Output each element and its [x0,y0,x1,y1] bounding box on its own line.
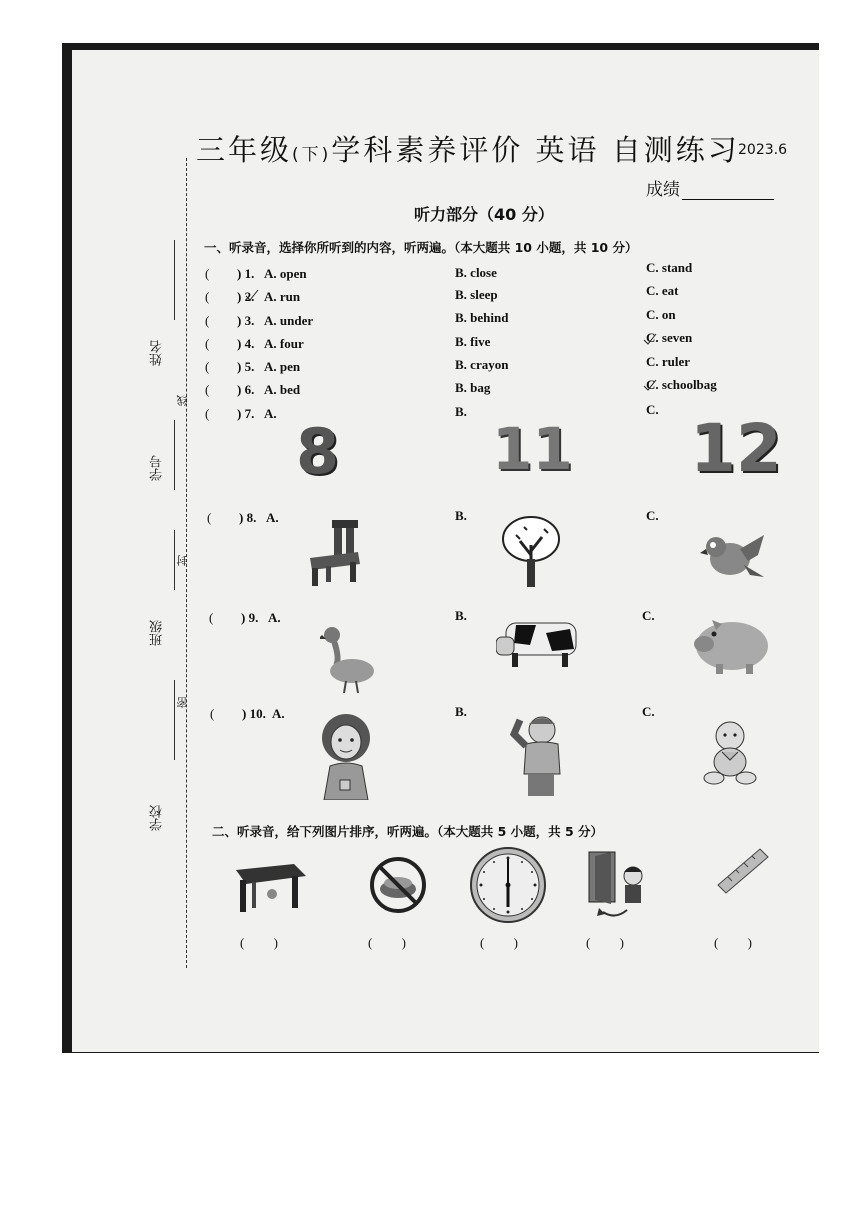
option-a[interactable]: A. under [264,313,314,328]
option-c[interactable]: C. schoolbag [646,377,717,392]
cut-line-label: 线 [176,395,189,406]
girl-icon[interactable] [316,712,376,800]
baby-icon[interactable] [702,718,758,788]
no-food-icon[interactable] [368,855,428,915]
cut-seal-label: 封 [176,555,189,566]
answer-paren[interactable]: ( [205,359,210,374]
school-label: 学校 [150,805,165,831]
duck-icon[interactable] [320,625,378,695]
class-label: 班级 [150,620,165,646]
question-number: ) 2. [237,289,255,304]
bird-icon[interactable] [700,525,766,587]
option-a[interactable]: A. open [264,266,307,281]
option-b[interactable]: B. [455,704,467,719]
option-c[interactable]: C. [642,704,655,719]
score-blank[interactable] [682,183,774,200]
question-number: ) 6. [237,382,255,397]
number-eleven-picture[interactable]: 11 [492,415,573,483]
table-icon[interactable] [232,860,308,916]
answer-paren[interactable]: ( [207,510,212,525]
option-b[interactable]: B. [455,608,467,623]
answer-paren[interactable]: ( [205,406,210,421]
title-term: (下) [292,145,332,165]
answer-paren[interactable]: ( [209,610,214,625]
id-line [174,420,175,490]
part2-heading: 二、听录音，给下列图片排序，听两遍。（本大题共 5 小题，共 5 分） [212,824,604,839]
option-a[interactable]: A. [264,406,277,421]
option-b[interactable]: B. [455,404,467,419]
option-c[interactable]: C. stand [646,260,693,275]
cow-icon[interactable] [496,615,582,670]
option-b[interactable]: B. crayon [455,357,509,372]
question-number: ) 7. [237,406,255,421]
score-label: 成绩 [646,180,680,200]
answer-paren[interactable]: ( [210,706,215,721]
worksheet-title [196,128,740,169]
order-blank-1[interactable]: ( ) [240,935,278,950]
title-subject: 学科素养评价 英语 自测练习 [331,133,740,167]
option-a[interactable]: A. [266,510,279,525]
order-blank-5[interactable]: ( ) [714,935,752,950]
ruler-icon[interactable] [714,845,770,895]
option-a[interactable]: A. bed [264,382,301,397]
id-label: 学号 [150,455,165,481]
order-blank-2[interactable]: ( ) [368,935,406,950]
option-a[interactable]: A. [272,706,285,721]
answer-paren[interactable]: ( [205,266,210,281]
man-icon[interactable] [510,710,572,798]
option-c[interactable]: C. eat [646,283,679,298]
option-b[interactable]: B. five [455,334,491,349]
exam-date: 2023.6 [738,142,787,158]
order-blank-4[interactable]: ( ) [586,935,624,950]
title-grade: 三年级 [196,133,293,167]
question-number: ) 5. [237,359,255,374]
tree-icon[interactable] [500,515,562,590]
tick-mark-icon [643,378,657,392]
tick-mark-icon [643,332,657,346]
answer-paren[interactable]: ( [205,336,210,351]
question-number: ) 9. [241,610,259,625]
number-eight-picture[interactable]: 8 [296,415,340,488]
option-b[interactable]: B. [455,508,467,523]
option-b[interactable]: B. sleep [455,287,498,302]
number-twelve-picture[interactable]: 12 [690,410,782,487]
option-b[interactable]: B. bag [455,380,491,395]
score-field[interactable] [646,175,774,200]
name-line [174,240,175,320]
clock-icon[interactable] [468,845,548,925]
chair-icon[interactable] [304,518,366,588]
question-number: ) 1. [237,266,255,281]
question-number: ) 8. [239,510,257,525]
answer-paren[interactable]: ( [205,382,210,397]
answer-paren[interactable]: ( [205,313,210,328]
section-title: 听力部分（40 分） [414,205,554,224]
option-c[interactable]: C. [646,402,659,417]
option-c[interactable]: C. ruler [646,354,691,369]
option-b[interactable]: B. close [455,265,497,280]
cut-mi-label: 密 [176,697,189,708]
question-number: ) 3. [237,313,255,328]
question-number: ) 4. [237,336,255,351]
school-line [174,680,175,760]
name-label: 姓名 [150,340,165,366]
question-number: ) 10. [242,706,266,721]
order-blank-3[interactable]: ( ) [480,935,518,950]
answer-paren[interactable]: ( [205,289,210,304]
option-a[interactable]: A. run [264,289,301,304]
option-b[interactable]: B. behind [455,310,509,325]
option-c[interactable]: C. on [646,307,676,322]
option-c[interactable]: C. [646,508,659,523]
tick-mark-icon [245,288,259,302]
door-boy-icon[interactable] [585,848,657,920]
option-a[interactable]: A. [268,610,281,625]
pig-icon[interactable] [688,614,770,676]
option-c[interactable]: C. [642,608,655,623]
option-a[interactable]: A. four [264,336,304,351]
option-a[interactable]: A. pen [264,359,301,374]
part1-heading: 一、听录音，选择你所听到的内容，听两遍。（本大题共 10 小题，共 10 分） [204,240,638,255]
option-c[interactable]: C. seven [646,330,693,345]
